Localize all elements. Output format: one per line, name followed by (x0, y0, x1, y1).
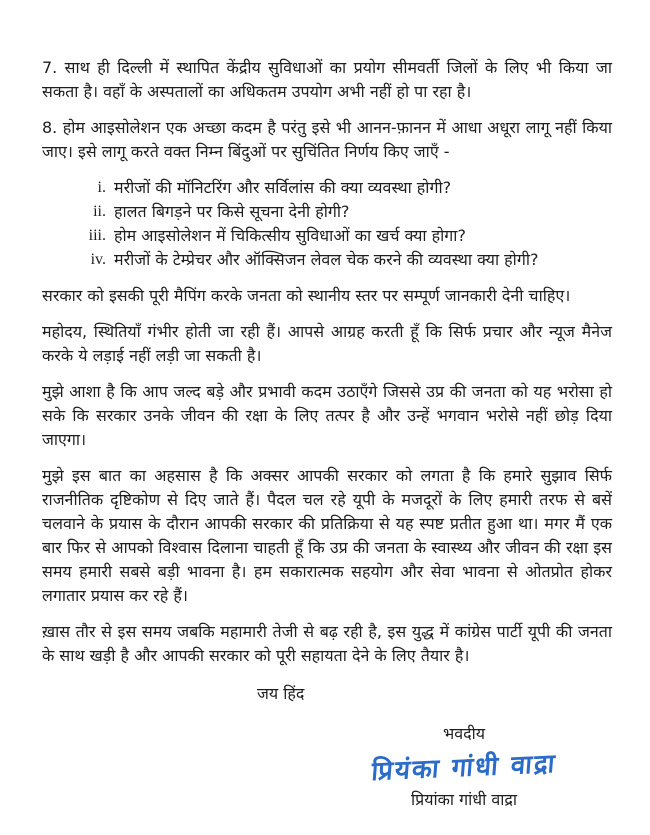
list-marker: i. (97, 179, 106, 196)
paragraph-realisation: मुझे इस बात का अहसास है कि अक्सर आपकी सरकार को लगता है कि हमारे सुझाव सिर्फ राजनीतिक दृष्टिकोण से दिए जाते हैं। पैदल चल रहे यूपी के मजदूरों के लिए हमारी तरफ से बसें चलवाने के प्रयास के दौरान आपकी सरकार की प्रतिक्रिया से यह स्पष्ट प्रतीत हुआ था। मगर मैं एक बार फिर से आपको विश्वास दिलाना चाहती हूँ कि उप्र की जनता के स्वास्थ्य और जीवन की रक्षा इस समय हमारी सबसे बड़ी भावना है। हम सकारात्मक सहयोग और सेवा भावना से ओतप्रोत होकर लगातार प्रयास कर रहे हैं। (42, 466, 612, 605)
list-item (42, 248, 612, 272)
list-item (42, 176, 612, 200)
signoff-bhavdiya: भवदीय (442, 724, 486, 743)
signature-block (334, 722, 594, 812)
handwritten-signature: प्रियंका गांधी वाद्रा (370, 748, 558, 788)
sub-points-list (42, 176, 612, 272)
list-item (42, 224, 612, 248)
list-marker: iii. (88, 227, 106, 244)
list-marker: iv. (90, 251, 106, 268)
closing-jai-hind: जय हिंद (257, 684, 305, 703)
list-item-text: हालत बिगड़ने पर किसे सूचना देनी होगी? (114, 202, 350, 221)
list-item-text: होम आइसोलेशन में चिकित्सीय सुविधाओं का खर्च क्या होगा? (114, 226, 466, 245)
paragraph-pandemic: ख़ास तौर से इस समय जबकि महामारी तेजी से बढ़ रही है, इस युद्ध में कांग्रेस पार्टी यूपी की जनता के साथ खड़ी है और आपकी सरकार को पूरी सहायता देने के लिए तैयार है। (42, 622, 612, 665)
list-item-text: मरीजों की मॉनिटरिंग और सर्विलांस की क्या व्यवस्था होगी? (114, 178, 452, 197)
paragraph-point-7: 7. साथ ही दिल्ली में स्थापित केंद्रीय सुविधाओं का प्रयोग सीमवर्ती जिलों के लिए भी किया जा सकता है। वहाँ के अस्पतालों का अधिकतम उपयोग अभी नहीं हो पा रहा है। (42, 58, 612, 101)
paragraph-mapping: सरकार को इसकी पूरी मैपिंग करके जनता को स्थानीय स्तर पर सम्पूर्ण जानकारी देनी चाहिए। (42, 286, 571, 305)
paragraph-point-8: 8. होम आइसोलेशन एक अच्छा कदम है परंतु इसे भी आनन-फ़ानन में आधा अधूरा लागू नहीं किया जाए। इसे लागू करते वक्त निम्न बिंदुओं पर सुचिंतित निर्णय किए जाएँ - (42, 118, 612, 161)
paragraph-hope: मुझे आशा है कि आप जल्द बड़े और प्रभावी कदम उठाएँगे जिससे उप्र की जनता को यह भरोसा हो सके कि सरकार उनके जीवन की रक्षा के लिए तत्पर है और उन्हें भगवान भरोसे नहीं छोड़ दिया जाएगा। (42, 382, 612, 449)
paragraph-mahoday: महोदय, स्थितियाँ गंभीर होती जा रही हैं। आपसे आग्रह करती हूँ कि सिर्फ प्रचार और न्यूज मैनेज करके ये लड़ाई नहीं लड़ी जा सकती है। (42, 322, 612, 365)
list-marker: ii. (93, 203, 106, 220)
list-item (42, 200, 612, 224)
signatory-printed-name: प्रियांका गांधी वाद्रा (410, 790, 518, 809)
list-item-text: मरीजों के टेम्प्रेचर और ऑक्सिजन लेवल चेक करने की व्यवस्था क्या होगी? (114, 250, 539, 269)
